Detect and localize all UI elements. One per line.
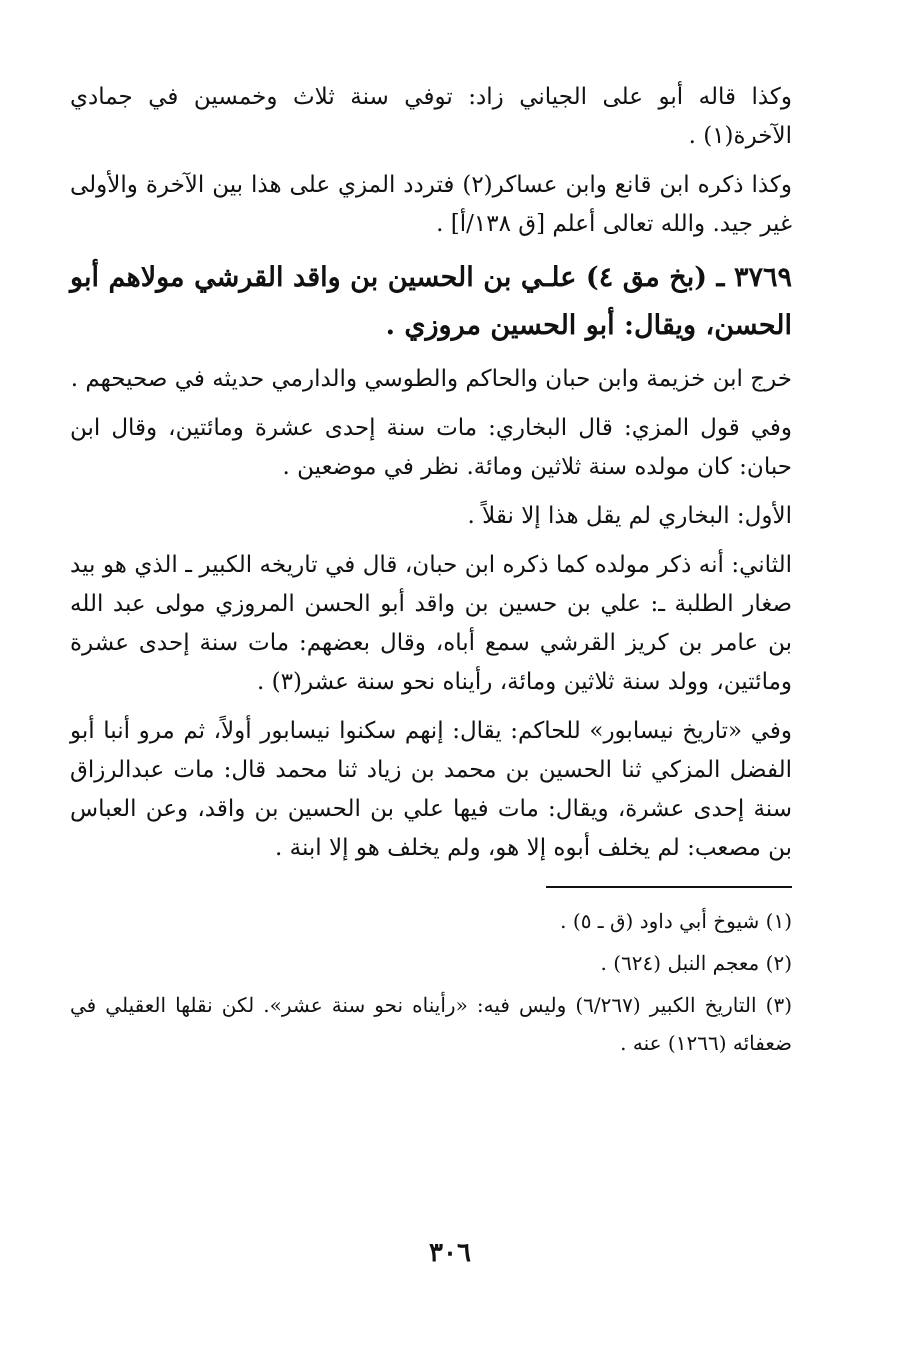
page-number: ٣٠٦	[429, 1238, 471, 1268]
paragraph-mizzi: وفي قول المزي: قال البخاري: مات سنة إحدى عشرة ومائتين، وقال ابن حبان: كان مولده سنة ثلاثين ومائة. نظر في موضعين .	[70, 415, 792, 480]
footnote-separator	[546, 886, 792, 888]
page-content	[70, 78, 792, 1066]
footnote-1: (١) شيوخ أبي داود (ق ـ ٥) .	[560, 909, 792, 933]
paragraph-sahih: خرج ابن خزيمة وابن حبان والحاكم والطوسي والدارمي حديثه في صحيحهم .	[70, 366, 792, 392]
footnote-2: (٢) معجم النبل (٦٢٤) .	[600, 951, 792, 975]
paragraph-first-point: الأول: البخاري لم يقل هذا إلا نقلاً .	[467, 503, 792, 529]
entry-heading: ٣٧٦٩ ـ (بخ مق ٤) علـي بن الحسين بن واقد القرشي مولاهم أبو الحسن، ويقال: أبو الحسين مروزي .	[70, 262, 792, 341]
paragraph-second-point: الثاني: أنه ذكر مولده كما ذكره ابن حبان، قال في تاريخه الكبير ـ الذي هو بيد صغار الطلبة ـ: علي بن حسين بن واقد أبو الحسن المروزي مولى عبد الله بن عامر بن كريز القرشي سمع أباه، وقال بعضهم: مات سنة إحدى عشرة ومائتين، وولد سنة ثلاثين ومائة، رأيناه نحو سنة عشر(٣) .	[70, 552, 792, 695]
paragraph-ibn-qani: وكذا ذكره ابن قانع وابن عساكر(٢) فتردد المزي على هذا بين الآخرة والأولى غير جيد. والله تعالى أعلم [ق ١٣٨/أ] .	[70, 172, 792, 237]
paragraph-jayani: وكذا قاله أبو على الجياني زاد: توفي سنة ثلاث وخمسين في جمادي الآخرة(١) .	[70, 84, 792, 149]
footnote-3: (٣) التاريخ الكبير (٦/٢٦٧) وليس فيه: «رأيناه نحو سنة عشر». لكن نقلها العقيلي في ضعفائه (١٢٦٦) عنه .	[70, 993, 792, 1055]
paragraph-nishapur: وفي «تاريخ نيسابور» للحاكم: يقال: إنهم سكنوا نيسابور أولاً، ثم مرو أنبا أبو الفضل المزكي ثنا الحسين بن محمد بن زياد ثنا محمد قال: مات عبدالرزاق سنة إحدى عشرة، ويقال: مات فيها علي بن الحسين بن واقد، وعن العباس بن مصعب: لم يخلف أبوه إلا هو، ولم يخلف هو إلا ابنة .	[70, 718, 792, 861]
